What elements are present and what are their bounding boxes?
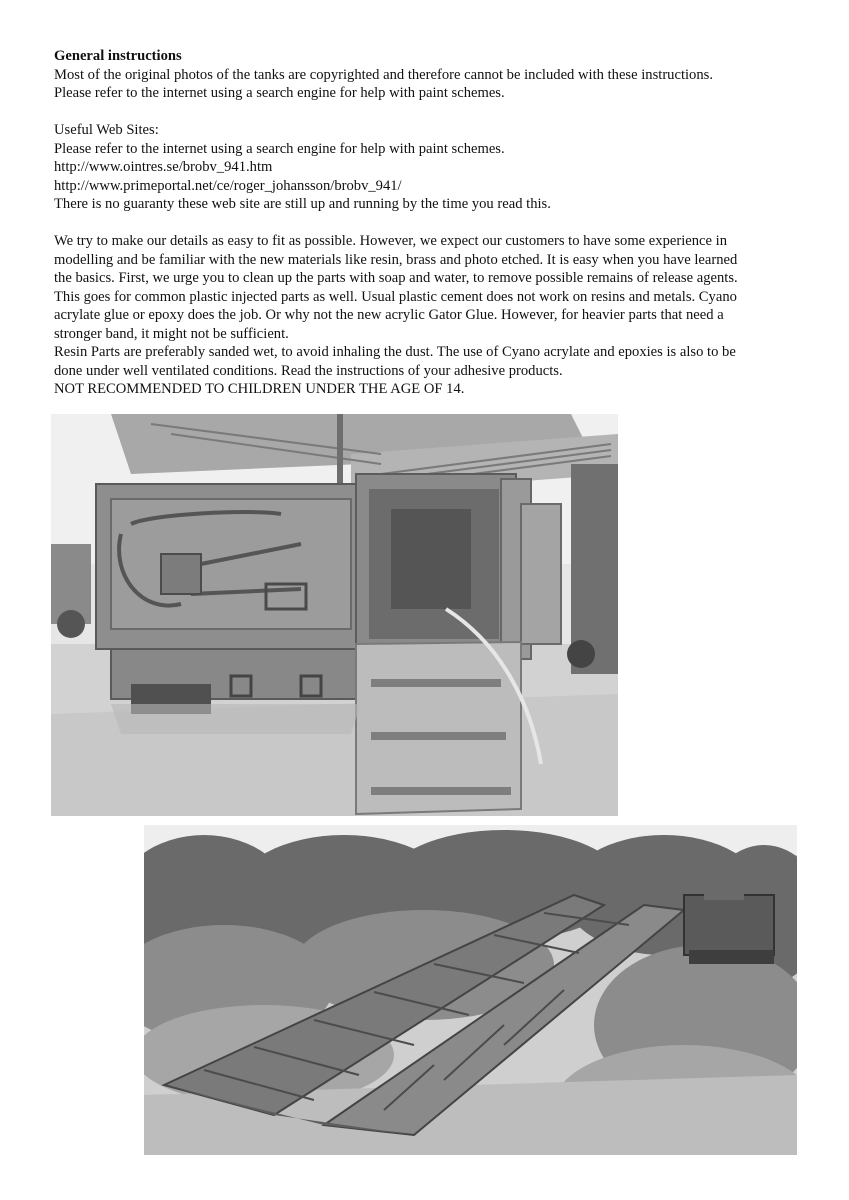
instructions-text [54, 47, 814, 399]
web-sites-line: Please refer to the internet using a search engine for help with paint schemes. [54, 140, 505, 157]
body-line: acrylate glue or epoxy does the job. Or why not the new acrylic Gator Glue. However, for heavier parts that need a [54, 307, 724, 323]
intro-line: Most of the original photos of the tanks are copyrighted and therefore cannot be included with these instructions. [54, 66, 713, 83]
body-line: modelling and be familiar with the new materials like resin, brass and photo etched. It is easy when you have learned [54, 251, 738, 268]
body-line: done under well ventilated conditions. Read the instructions of your adhesive products. [54, 362, 563, 379]
instructions-heading: General instructions [54, 48, 182, 64]
photo-deployed-bridge [144, 825, 797, 1155]
web-site-link: http://www.ointres.se/brobv_941.htm [54, 159, 273, 175]
body-line: This goes for common plastic injected parts as well. Usual plastic cement does not work on resins and metals. Cyano [54, 288, 737, 305]
body-line: We try to make our details as easy to fit as possible. However, we expect our customers to have some experience in [54, 233, 727, 249]
intro-line: Please refer to the internet using a search engine for help with paint schemes. [54, 85, 505, 101]
web-sites-heading: Useful Web Sites: [54, 122, 159, 138]
body-line: stronger band, it might not be sufficient. [54, 325, 289, 342]
web-site-link: http://www.primeportal.net/ce/roger_johansson/brobv_941/ [54, 177, 402, 194]
web-sites-line: There is no guaranty these web site are still up and running by the time you read this. [54, 196, 551, 212]
photo-vehicle-rear [51, 414, 618, 816]
body-line: Resin Parts are preferably sanded wet, to avoid inhaling the dust. The use of Cyano acrylate and epoxies is also to be [54, 344, 736, 360]
body-line: the basics. First, we urge you to clean up the parts with soap and water, to remove possible remains of release agents. [54, 270, 738, 286]
warning-line: NOT RECOMMENDED TO CHILDREN UNDER THE AGE OF 14. [54, 381, 465, 397]
